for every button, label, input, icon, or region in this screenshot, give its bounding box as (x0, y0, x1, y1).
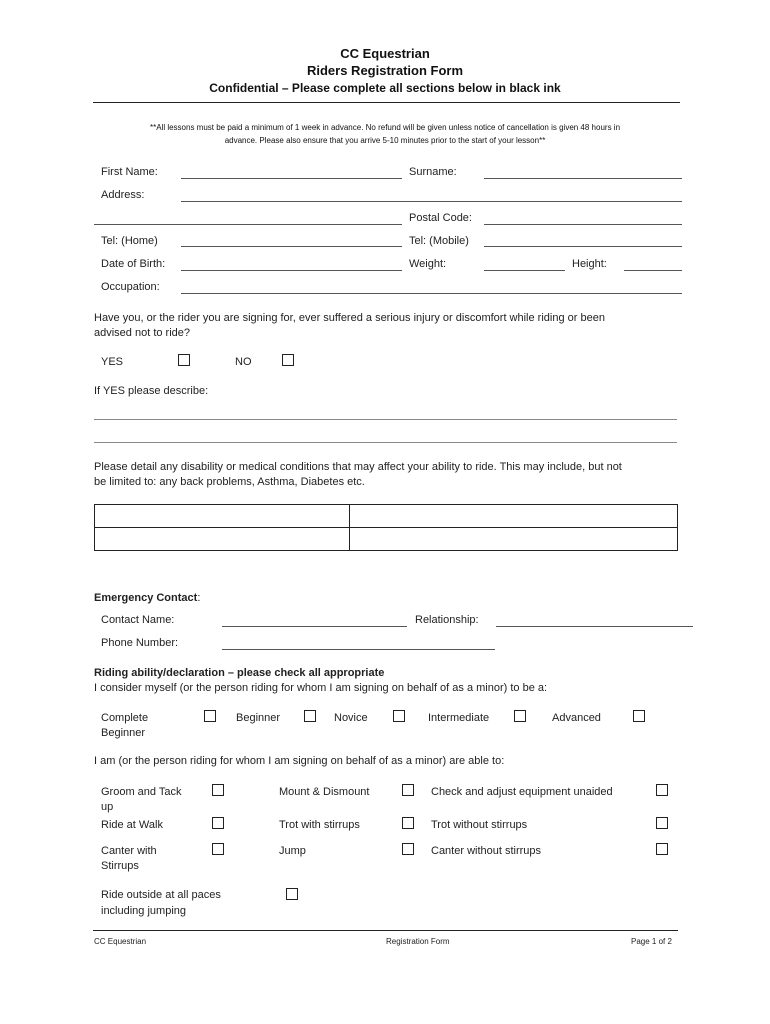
address-field-line-2[interactable] (94, 224, 402, 225)
novice-checkbox[interactable] (393, 710, 405, 722)
form-instruction: Confidential – Please complete all sections below in black ink (209, 81, 561, 95)
weight-field[interactable] (484, 270, 565, 271)
height-field[interactable] (624, 270, 682, 271)
table-row (95, 505, 678, 528)
trot-without-stirrups-checkbox[interactable] (656, 817, 668, 829)
groom-tack-label-1: Groom and Tack (101, 786, 182, 798)
tel-mobile-label: Tel: (Mobile) (409, 235, 469, 247)
tel-home-label: Tel: (Home) (101, 235, 158, 247)
injury-question-line-2: advised not to ride? (94, 327, 191, 339)
jump-checkbox[interactable] (402, 843, 414, 855)
table-row (95, 528, 678, 551)
notice-line-2: advance. Please also ensure that you arrive 5-10 minutes prior to the start of your lesson** (224, 136, 546, 145)
canter-without-stirrups-checkbox[interactable] (656, 843, 668, 855)
injury-describe-line-2[interactable] (94, 442, 677, 443)
footer-center: Registration Form (386, 937, 450, 946)
table-cell[interactable] (95, 528, 350, 551)
ability-heading: Riding ability/declaration – please check all appropriate (94, 667, 385, 679)
groom-tack-checkbox[interactable] (212, 784, 224, 796)
no-label: NO (235, 356, 252, 368)
yes-label: YES (101, 356, 124, 368)
footer-divider (93, 930, 678, 931)
beginner-label: Beginner (236, 712, 281, 724)
first-name-field[interactable] (181, 178, 402, 179)
ride-outside-checkbox[interactable] (286, 888, 298, 900)
canter-with-stirrups-label-2: Stirrups (101, 860, 139, 872)
tel-mobile-field[interactable] (484, 246, 682, 247)
mount-dismount-label: Mount & Dismount (279, 786, 370, 798)
novice-label: Novice (334, 712, 368, 724)
emergency-heading-colon: : (197, 592, 201, 604)
phone-number-label: Phone Number: (101, 637, 179, 649)
trot-with-stirrups-label: Trot with stirrups (279, 819, 360, 831)
jump-label: Jump (279, 845, 306, 857)
address-field-line-1[interactable] (181, 201, 682, 202)
medical-input[interactable] (350, 505, 677, 527)
medical-input[interactable] (350, 528, 677, 550)
trot-without-stirrups-label: Trot without stirrups (431, 819, 528, 831)
surname-label: Surname: (409, 166, 457, 178)
medical-question-line-1: Please detail any disability or medical conditions that may affect your ability to ride. This may include, but not (94, 461, 622, 473)
table-cell[interactable] (350, 528, 678, 551)
contact-name-label: Contact Name: (101, 614, 175, 626)
complete-beginner-label-2: Beginner (101, 727, 146, 739)
injury-question-line-1: Have you, or the rider you are signing for, ever suffered a serious injury or discomfort while riding or been (94, 312, 605, 324)
ride-walk-checkbox[interactable] (212, 817, 224, 829)
ride-outside-label-1: Ride outside at all paces (101, 889, 221, 901)
height-label: Height: (572, 258, 607, 270)
complete-beginner-label-1: Complete (101, 712, 149, 724)
surname-field[interactable] (484, 178, 682, 179)
address-label: Address: (101, 189, 145, 201)
relationship-field[interactable] (496, 626, 693, 627)
injury-describe-label: If YES please describe: (94, 385, 209, 397)
injury-describe-line-1[interactable] (94, 419, 677, 420)
complete-beginner-checkbox[interactable] (204, 710, 216, 722)
table-cell[interactable] (95, 505, 350, 528)
weight-label: Weight: (409, 258, 447, 270)
intermediate-checkbox[interactable] (514, 710, 526, 722)
ride-walk-label: Ride at Walk (101, 819, 163, 831)
postal-code-label: Postal Code: (409, 212, 472, 224)
postal-code-field[interactable] (484, 224, 682, 225)
medical-input[interactable] (95, 505, 349, 527)
form-title: Riders Registration Form (306, 63, 464, 78)
header-divider (93, 102, 680, 103)
table-cell[interactable] (350, 505, 678, 528)
tel-home-field[interactable] (181, 246, 402, 247)
occupation-field[interactable] (181, 293, 682, 294)
groom-tack-label-2: up (101, 801, 114, 813)
canter-with-stirrups-checkbox[interactable] (212, 843, 224, 855)
relationship-label: Relationship: (415, 614, 479, 626)
dob-label: Date of Birth: (101, 258, 166, 270)
yes-checkbox[interactable] (178, 354, 190, 366)
emergency-heading (94, 591, 200, 605)
advanced-checkbox[interactable] (633, 710, 645, 722)
canter-with-stirrups-label-1: Canter with (101, 845, 157, 857)
first-name-label: First Name: (101, 166, 158, 178)
check-equipment-checkbox[interactable] (656, 784, 668, 796)
beginner-checkbox[interactable] (304, 710, 316, 722)
no-checkbox[interactable] (282, 354, 294, 366)
intermediate-label: Intermediate (428, 712, 490, 724)
medical-conditions-table (94, 504, 678, 551)
occupation-label: Occupation: (101, 281, 160, 293)
trot-with-stirrups-checkbox[interactable] (402, 817, 414, 829)
able-intro: I am (or the person riding for whom I am signing on behalf of as a minor) are able to: (94, 755, 505, 767)
dob-field[interactable] (181, 270, 402, 271)
emergency-heading-text: Emergency Contact (94, 592, 198, 604)
org-name: CC Equestrian (340, 46, 430, 61)
medical-input[interactable] (95, 528, 349, 550)
check-equipment-label: Check and adjust equipment unaided (431, 786, 613, 798)
medical-question-line-2: be limited to: any back problems, Asthma, Diabetes etc. (94, 476, 365, 488)
notice-line-1: **All lessons must be paid a minimum of 1 week in advance. No refund will be given unless notice of cancellation is given 48 hours in (149, 123, 621, 132)
advanced-label: Advanced (552, 712, 601, 724)
ride-outside-label-2: including jumping (101, 905, 186, 917)
footer-left: CC Equestrian (94, 937, 147, 946)
contact-name-field[interactable] (222, 626, 407, 627)
phone-number-field[interactable] (222, 649, 495, 650)
footer-page-number: Page 1 of 2 (631, 937, 672, 946)
mount-dismount-checkbox[interactable] (402, 784, 414, 796)
canter-without-stirrups-label: Canter without stirrups (431, 845, 542, 857)
ability-intro: I consider myself (or the person riding for whom I am signing on behalf of as a minor) to be a: (94, 682, 548, 694)
